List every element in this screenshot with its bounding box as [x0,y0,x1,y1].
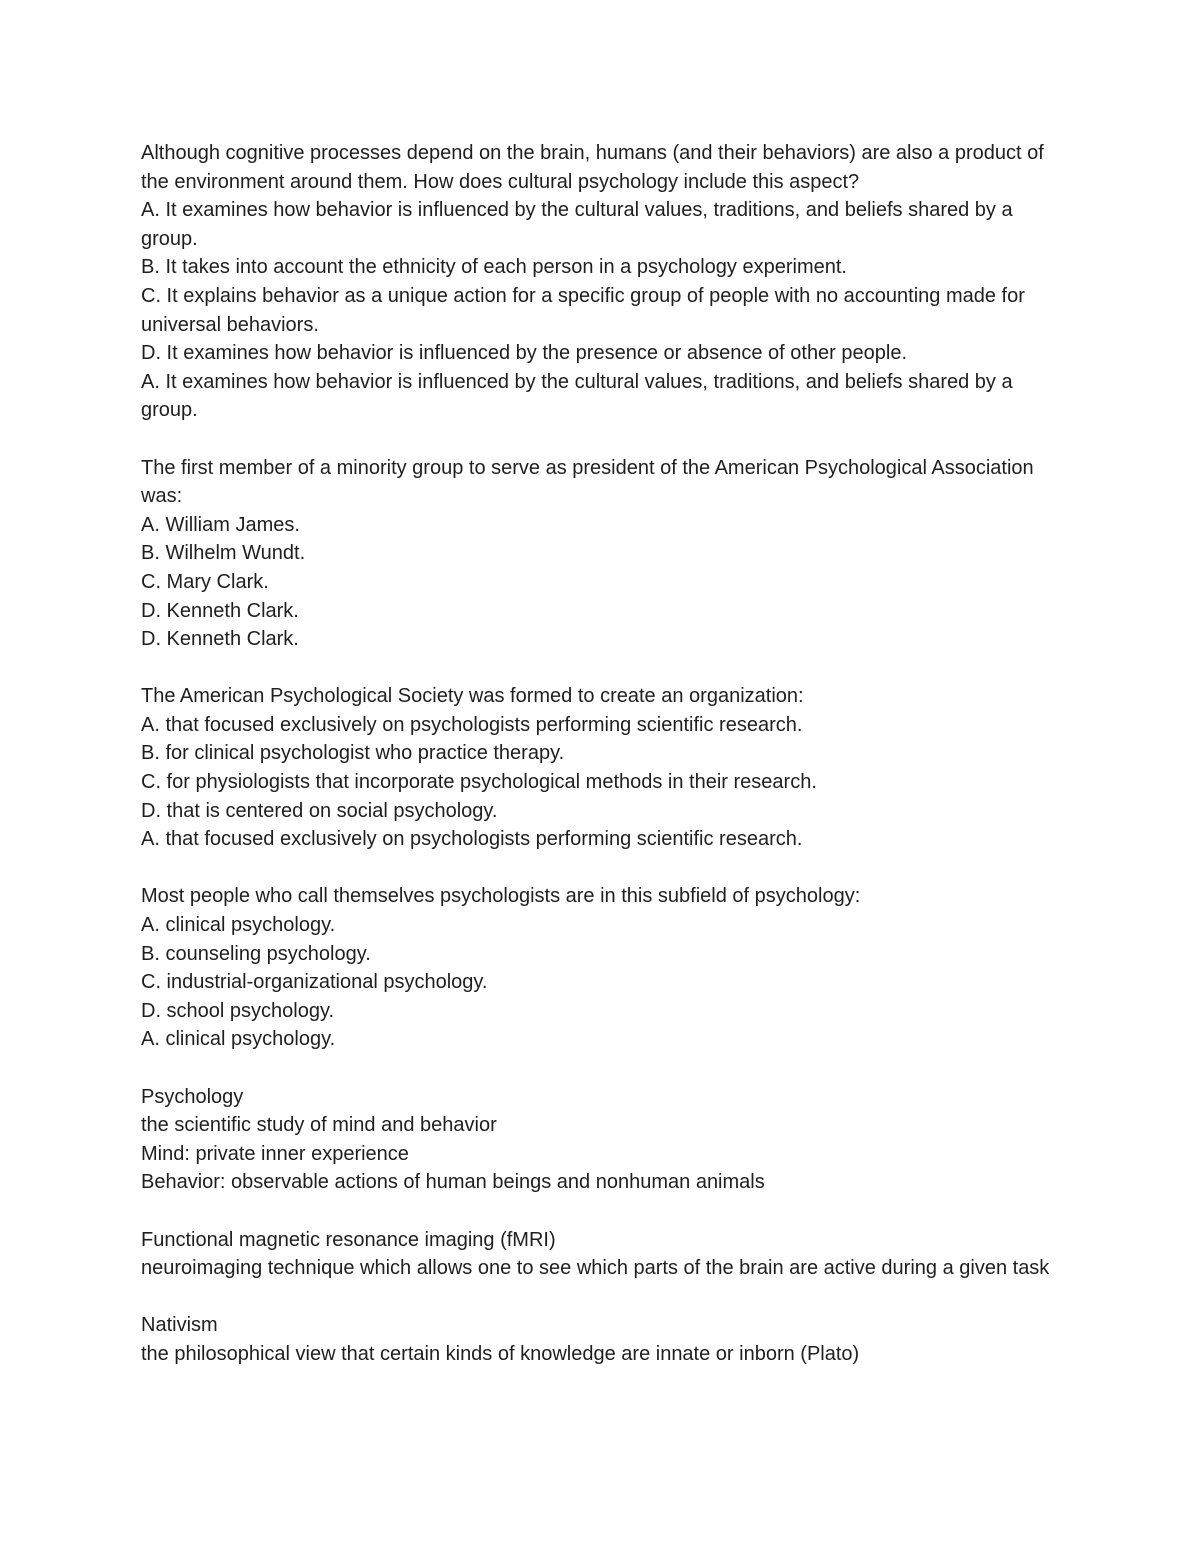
question-block [141,682,1051,854]
question-text: The first member of a minority group to serve as president of the American Psychological Association was: [141,456,1034,508]
option-b: B. Wilhelm Wundt. [141,542,306,565]
answer-text: A. that focused exclusively on psychologists performing scientific research. [141,828,803,851]
option-a: A. It examines how behavior is influenced by the cultural values, traditions, and beliefs shared by a group. [141,199,1013,250]
option-c: C. industrial-organizational psychology. [141,971,488,994]
definition-block [141,1226,1051,1283]
term-title: Nativism [141,1314,218,1337]
question-text: The American Psychological Society was formed to create an organization: [141,685,804,708]
option-d: D. Kenneth Clark. [141,599,299,622]
question-block [141,454,1051,654]
option-a: A. that focused exclusively on psychologists performing scientific research. [141,713,803,736]
answer-text: A. It examines how behavior is influenced by the cultural values, traditions, and beliefs shared by a group. [141,370,1013,422]
option-c: C. It explains behavior as a unique action for a specific group of people with no accounting made for universal behaviors. [141,284,1025,336]
definition-block [141,1083,1051,1197]
term-title: Psychology [141,1085,244,1108]
option-a: A. William James. [141,513,300,536]
definition-block [141,1311,1051,1368]
definition-line: the philosophical view that certain kinds of knowledge are innate or inborn (Plato) [141,1342,860,1365]
definition-line: Mind: private inner experience [141,1142,409,1165]
option-b: B. for clinical psychologist who practice therapy. [141,742,565,765]
option-b: B. It takes into account the ethnicity of each person in a psychology experiment. [141,256,847,279]
question-block [141,139,1051,425]
option-c: C. Mary Clark. [141,570,269,593]
option-d: D. school psychology. [141,999,335,1022]
question-text: Most people who call themselves psychologists are in this subfield of psychology: [141,885,861,908]
answer-text: D. Kenneth Clark. [141,628,299,651]
definition-line: neuroimaging technique which allows one to see which parts of the brain are active during a given task [141,1257,1050,1280]
term-title: Functional magnetic resonance imaging (fMRI) [141,1228,556,1251]
option-d: D. It examines how behavior is influenced by the presence or absence of other people. [141,342,908,365]
option-a: A. clinical psychology. [141,914,336,937]
answer-text: A. clinical psychology. [141,1028,336,1051]
definition-line: the scientific study of mind and behavior [141,1114,497,1137]
option-b: B. counseling psychology. [141,942,371,965]
option-c: C. for physiologists that incorporate psychological methods in their research. [141,771,817,794]
question-text: Although cognitive processes depend on the brain, humans (and their behaviors) are also a product of the environment around them. How does cultural psychology include this aspect? [141,142,1044,193]
option-d: D. that is centered on social psychology. [141,799,498,822]
question-block [141,882,1051,1054]
definition-line: Behavior: observable actions of human beings and nonhuman animals [141,1171,765,1194]
document-page [141,139,1051,1397]
